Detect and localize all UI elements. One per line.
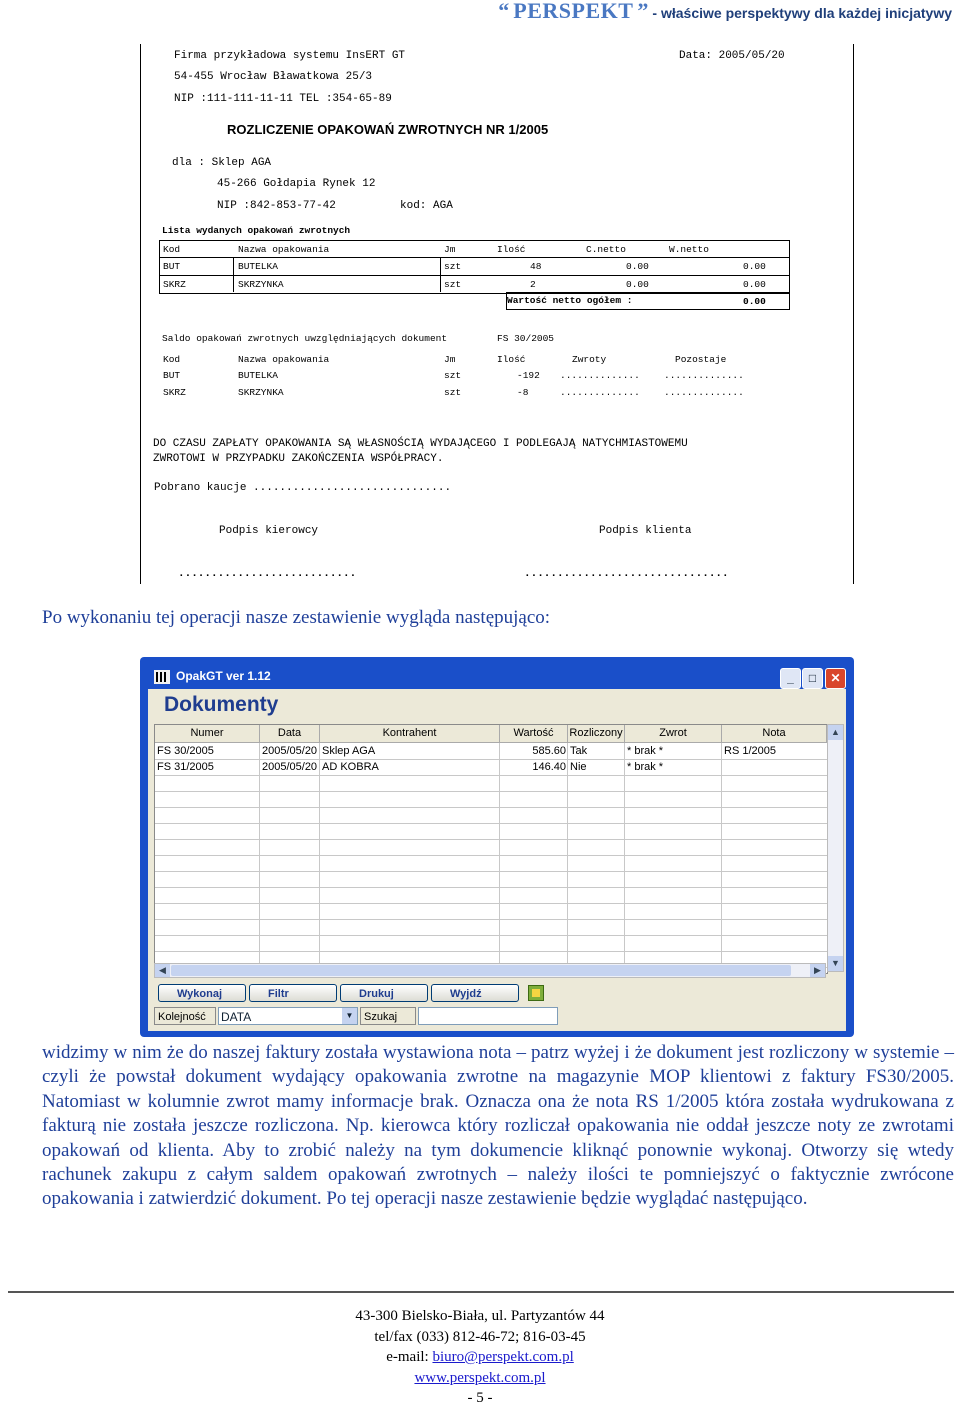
driver-signature-dots: ........................... [178, 568, 357, 580]
issued-cell: 2 [530, 279, 536, 290]
grid-cell[interactable]: RS 1/2005 [724, 745, 776, 757]
issued-header-cell: Jm [444, 244, 456, 255]
printout-left-border [140, 44, 141, 584]
grid-column-line [624, 743, 625, 973]
footer-address: 43-300 Bielsko-Biała, ul. Partyzantów 44 [355, 1308, 605, 1324]
issued-total-value: 0.00 [743, 296, 766, 307]
grid-row-line [155, 823, 827, 824]
balance-cell: .............. [560, 387, 640, 398]
grid-controls [154, 1007, 844, 1029]
dropdown-arrow-icon[interactable]: ▼ [342, 1008, 357, 1024]
issued-cell: SKRZYNKA [238, 279, 284, 290]
refresh-icon[interactable] [528, 985, 544, 1001]
window-title-bar[interactable] [148, 667, 846, 689]
window-client-area [148, 689, 846, 1031]
balance-cell: .............. [664, 387, 744, 398]
balance-cell: szt [444, 370, 462, 381]
grid-cell[interactable]: Sklep AGA [322, 745, 376, 757]
balance-title: Saldo opakowań zwrotnych uwzględniających dokument [162, 333, 448, 344]
issued-header-cell: Kod [163, 244, 181, 255]
grid-row-line [155, 935, 827, 936]
balance-cell: szt [444, 387, 462, 398]
minimize-icon[interactable]: _ [780, 668, 801, 689]
grid-row-line [155, 775, 827, 776]
grid-cell[interactable]: 146.40 [532, 761, 566, 773]
exit-button[interactable]: Wyjdź [431, 984, 519, 1002]
deposit-line: Pobrano kaucje .............................. [154, 482, 452, 494]
grid-column-header[interactable]: Numer [155, 725, 260, 743]
balance-cell: .............. [664, 370, 744, 381]
issued-header-cell: Nazwa opakowania [238, 244, 330, 255]
grid-column-line [721, 743, 722, 973]
print-button[interactable]: Drukuj [340, 984, 428, 1002]
grid-column-line [499, 743, 500, 973]
brand-open-quote: “ [498, 0, 510, 23]
grid-row-line [155, 791, 827, 792]
order-select[interactable] [218, 1007, 358, 1025]
vertical-scrollbar[interactable] [827, 724, 844, 972]
balance-header-cell: Pozostaje [675, 354, 727, 365]
close-icon[interactable]: ✕ [825, 668, 846, 689]
grid-cell[interactable]: * brak * [627, 745, 664, 757]
company-nip-tel: NIP :111-111-11-11 TEL :354-65-89 [174, 93, 392, 105]
search-input[interactable] [418, 1007, 558, 1025]
app-icon [154, 670, 170, 684]
scroll-right-icon[interactable]: ▶ [810, 964, 825, 977]
brand-line [498, 0, 952, 24]
issued-cell: 0.00 [626, 261, 649, 272]
client-signature-dots: ............................... [524, 568, 729, 580]
issued-cell: szt [444, 279, 462, 290]
issued-table-line [159, 257, 790, 258]
company-name: Firma przykładowa systemu InsERT GT [174, 50, 406, 62]
grid-row-line [155, 855, 827, 856]
recipient-nip: NIP :842-853-77-42 [217, 200, 336, 212]
footer-email-label: e-mail: [386, 1349, 433, 1365]
brand-name: PERSPEKT [513, 0, 634, 23]
grid-column-header[interactable]: Nota [722, 725, 827, 743]
balance-cell: .............. [560, 370, 640, 381]
grid-cell[interactable] [722, 759, 827, 775]
grid-cell[interactable]: 2005/05/20 [262, 761, 318, 773]
issued-header-cell: C.netto [586, 244, 626, 255]
issued-header-cell: W.netto [669, 244, 709, 255]
brand-tagline: - właściwe perspektywy dla każdej inicjatywy [652, 5, 952, 21]
maximize-icon[interactable]: □ [802, 668, 823, 689]
page-number: - 5 - [467, 1390, 493, 1406]
issued-cell: SKRZ [163, 279, 186, 290]
issued-header-cell: Ilość [497, 244, 526, 255]
table-row[interactable] [155, 743, 827, 759]
scroll-left-icon[interactable]: ◀ [155, 964, 170, 977]
balance-header-cell: Nazwa opakowania [238, 354, 330, 365]
driver-signature-label: Podpis kierowcy [219, 525, 319, 537]
grid-row-line [155, 807, 827, 808]
order-select-value: DATA [221, 1010, 252, 1024]
client-signature-label: Podpis klienta [599, 525, 692, 537]
table-row[interactable] [155, 759, 827, 775]
footer-email-link[interactable]: biuro@perspekt.com.pl [432, 1349, 574, 1365]
settlement-printout [140, 44, 854, 584]
grid-cell[interactable]: * brak * [627, 761, 664, 773]
ownership-notice-1: DO CZASU ZAPŁATY OPAKOWANIA SĄ WŁASNOŚCIĄ WYDAJĄCEGO I PODLEGAJĄ NATYCHMIASTOWEMU [153, 438, 688, 450]
grid-cell[interactable]: 585.60 [532, 745, 566, 757]
search-label: Szukaj [360, 1007, 416, 1025]
explanation-paragraph: widzimy w nim że do naszej faktury została wystawiona nota – patrz wyżej i że dokument jest rozliczony w systemie – czyli że powstał dokument wydający opakowania zwrotne na magazynie MOP klientowi z faktury FS30/2005. Natomiast w kolumnie zwrot mamy informacje brak. Oznacza ona że nota RS 1/2005 która została wydrukowana z fakturą nie została jeszcze rozliczona. Np. kierowca który rozliczał opakowania nie oddał jeszcze noty ze zwrotami opakowań od klienta. Aby to zrobić należy na tym dokumencie kliknąć ponownie wykonaj. Otworzy się wtedy rachunek zakupu z całym saldem opakowań zwrotnych – należy ilości te pomniejszyć o faktycznie zwrócone opakowania i zatwierdzić dokument. Po tej operacji nasze zestawienie będzie wyglądać następująco. [42, 1042, 954, 1210]
documents-grid [154, 724, 828, 974]
grid-column-header[interactable]: Zwrot [625, 725, 722, 743]
balance-cell: -8 [517, 387, 529, 398]
issued-list-title: Lista wydanych opakowań zwrotnych [162, 225, 351, 236]
horizontal-scrollbar[interactable] [154, 963, 826, 978]
grid-cell[interactable]: AD KOBRA [322, 761, 379, 773]
balance-cell: SKRZ [163, 387, 186, 398]
issued-cell: szt [444, 261, 462, 272]
grid-cell[interactable]: Tak [570, 745, 588, 757]
balance-cell: BUT [163, 370, 181, 381]
footer-phone: tel/fax (033) 812-46-72; 816-03-45 [374, 1328, 586, 1345]
printout-title: ROZLICZENIE OPAKOWAŃ ZWROTNYCH NR 1/2005 [227, 122, 549, 137]
issued-cell: 0.00 [626, 279, 649, 290]
window-title: OpakGT ver 1.12 [176, 669, 271, 683]
grid-row-line [155, 903, 827, 904]
balance-header-cell: Zwroty [572, 354, 607, 365]
balance-document: FS 30/2005 [497, 333, 555, 344]
balance-header-cell: Kod [163, 354, 181, 365]
grid-column-line [319, 743, 320, 973]
horizontal-scroll-thumb[interactable] [171, 965, 791, 976]
grid-row-line [155, 887, 827, 888]
issued-cell: 48 [530, 261, 542, 272]
order-label: Kolejność [154, 1007, 216, 1025]
run-button[interactable]: Wykonaj [158, 984, 246, 1002]
recipient-address: 45-266 Gołdapia Rynek 12 [217, 178, 376, 190]
intro-paragraph: Po wykonaniu tej operacji nasze zestawienie wygląda następująco: [42, 607, 551, 628]
grid-row-line [155, 871, 827, 872]
grid-column-line [259, 743, 260, 973]
ownership-notice-2: ZWROTOWI W PRZYPADKU ZAKOŃCZENIA WSPÓŁPRACY. [153, 453, 444, 465]
balance-cell: BUTELKA [238, 370, 278, 381]
scroll-up-icon[interactable]: ▲ [828, 725, 843, 740]
grid-column-header[interactable]: Kontrahent [320, 725, 500, 743]
brand-close-quote: ” [637, 0, 649, 23]
grid-column-line [567, 743, 568, 973]
documents-heading: Dokumenty [164, 693, 279, 716]
app-window [140, 657, 854, 1037]
grid-row-line [155, 919, 827, 920]
grid-cell[interactable]: FS 31/2005 [157, 761, 214, 773]
grid-column-header[interactable]: Data [260, 725, 320, 743]
issued-table-separator [440, 257, 441, 292]
grid-column-header[interactable]: Wartość [500, 725, 568, 743]
issued-table-line [159, 275, 790, 276]
grid-cell[interactable]: Nie [570, 761, 587, 773]
grid-cell[interactable]: FS 30/2005 [157, 745, 214, 757]
balance-header-cell: Jm [444, 354, 456, 365]
issued-cell: BUT [163, 261, 181, 272]
footer-divider [8, 1291, 954, 1293]
footer-website-link[interactable]: www.perspekt.com.pl [414, 1369, 546, 1386]
company-address: 54-455 Wrocław Bławatkowa 25/3 [174, 71, 373, 83]
filter-button[interactable]: Filtr [249, 984, 337, 1002]
printout-date: Data: 2005/05/20 [679, 50, 785, 62]
balance-cell: SKRZYNKA [238, 387, 284, 398]
issued-total-label: Wartość netto ogółem : [507, 295, 633, 306]
issued-cell: 0.00 [743, 261, 766, 272]
issued-cell: BUTELKA [238, 261, 278, 272]
scroll-down-icon[interactable]: ▼ [828, 956, 843, 971]
recipient-code: kod: AGA [400, 200, 453, 212]
grid-row-line [155, 951, 827, 952]
grid-cell[interactable]: 2005/05/20 [262, 745, 318, 757]
balance-header-cell: Ilość [497, 354, 526, 365]
grid-row-line [155, 839, 827, 840]
issued-table-separator [233, 257, 234, 292]
page-footer [0, 1306, 960, 1409]
page-header [0, 0, 960, 22]
grid-column-header[interactable]: Rozliczony [568, 725, 625, 743]
issued-cell: 0.00 [743, 279, 766, 290]
footer-email-line [0, 1347, 960, 1368]
recipient-name: dla : Sklep AGA [172, 157, 272, 169]
balance-cell: -192 [517, 370, 540, 381]
printout-right-border [853, 44, 854, 584]
